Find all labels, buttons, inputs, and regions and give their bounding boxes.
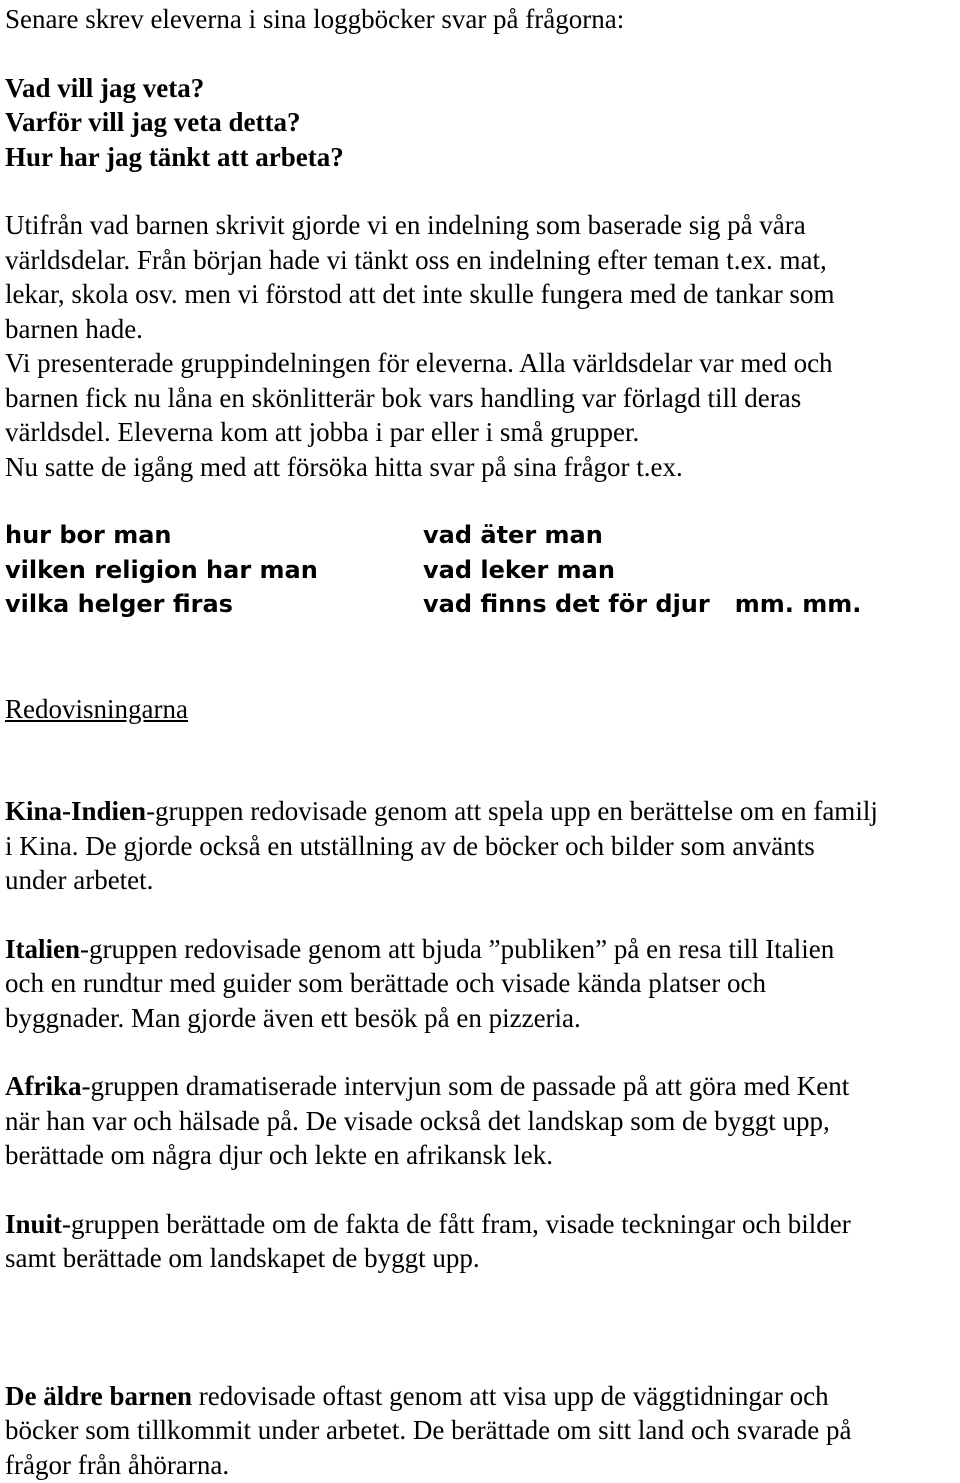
report-line: böcker som tillkommit under arbetet. De berättade om sitt land och svarade på <box>5 1415 852 1445</box>
paragraph-line: barnen hade. <box>5 313 143 344</box>
report-line: när han var och hälsade på. De visade också det landskap som de byggt upp, <box>5 1105 830 1136</box>
paragraph-line: världsdelar. Från början hade vi tänkt oss en indelning efter teman t.ex. mat, <box>5 244 827 275</box>
paragraph-line: barnen fick nu låna en skönlitterär bok vars handling var förlagd till deras <box>5 382 802 413</box>
example-question: vad äter man <box>423 521 603 549</box>
example-question: vad finns det för djur mm. mm. <box>423 590 862 618</box>
report-line: -gruppen redovisade genom att bjuda ”publiken” på en resa till Italien <box>80 933 835 964</box>
report-line: -gruppen berättade om de fakta de fått fram, visade teckningar och bilder <box>62 1208 851 1239</box>
paragraph-line: lekar, skola osv. men vi förstod att det inte skulle fungera med de tankar som <box>5 279 835 309</box>
report-line: frågor från åhörarna. <box>5 1449 230 1480</box>
intro-text: Senare skrev eleverna i sina loggböcker svar på frågorna: <box>5 4 625 34</box>
report-line: -gruppen redovisade genom att spela upp en berättelse om en familj <box>146 796 878 826</box>
reflection-questions <box>5 71 955 175</box>
example-questions-left <box>5 518 423 622</box>
report-older-children <box>5 1379 955 1483</box>
report-line: och en rundtur med guider som berättade och visade kända platser och <box>5 968 766 998</box>
report-line: byggnader. Man gjorde även ett besök på en pizzeria. <box>5 1002 581 1033</box>
report-line: under arbetet. <box>5 865 154 895</box>
example-question: vilka helger firas <box>5 590 233 618</box>
report-afrika <box>5 1069 955 1173</box>
report-kina-indien <box>5 794 955 898</box>
report-line: samt berättade om landskapet de byggt upp. <box>5 1243 480 1273</box>
paragraph-line: Nu satte de igång med att försöka hitta svar på sina frågor t.ex. <box>5 451 683 482</box>
question-line: Varför vill jag veta detta? <box>5 107 301 137</box>
paragraph-line: Utifrån vad barnen skrivit gjorde vi en indelning som baserade sig på våra <box>5 210 806 240</box>
example-question: hur bor man <box>5 521 172 549</box>
paragraph-line: världsdel. Eleverna kom att jobba i par eller i små grupper. <box>5 417 640 447</box>
document-page <box>5 2 955 1482</box>
section-heading: Redovisningarna <box>5 693 188 724</box>
example-question: vad leker man <box>423 555 615 584</box>
paragraph-line: Vi presenterade gruppindelningen för eleverna. Alla världsdelar var med och <box>5 348 833 378</box>
group-name: Kina-Indien <box>5 796 147 826</box>
group-name: Italien <box>5 933 81 964</box>
example-questions-right <box>423 518 943 622</box>
report-line: i Kina. De gjorde också en utställning av de böcker och bilder som använts <box>5 830 815 861</box>
older-children-label: De äldre barnen <box>5 1380 192 1411</box>
question-line: Vad vill jag veta? <box>5 72 205 103</box>
grouping-paragraph <box>5 208 955 484</box>
example-questions <box>5 518 955 622</box>
report-line: berättade om några djur och lekte en afrikansk lek. <box>5 1140 554 1170</box>
report-inuit <box>5 1207 955 1276</box>
group-name: Inuit <box>5 1208 63 1239</box>
report-line: -gruppen dramatiserade intervjun som de passade på att göra med Kent <box>81 1071 850 1101</box>
example-question: vilken religion har man <box>5 555 318 584</box>
report-line: redovisade oftast genom att visa upp de väggtidningar och <box>192 1380 829 1411</box>
report-italien <box>5 932 955 1036</box>
group-name: Afrika <box>5 1071 82 1101</box>
question-line: Hur har jag tänkt att arbeta? <box>5 141 344 172</box>
